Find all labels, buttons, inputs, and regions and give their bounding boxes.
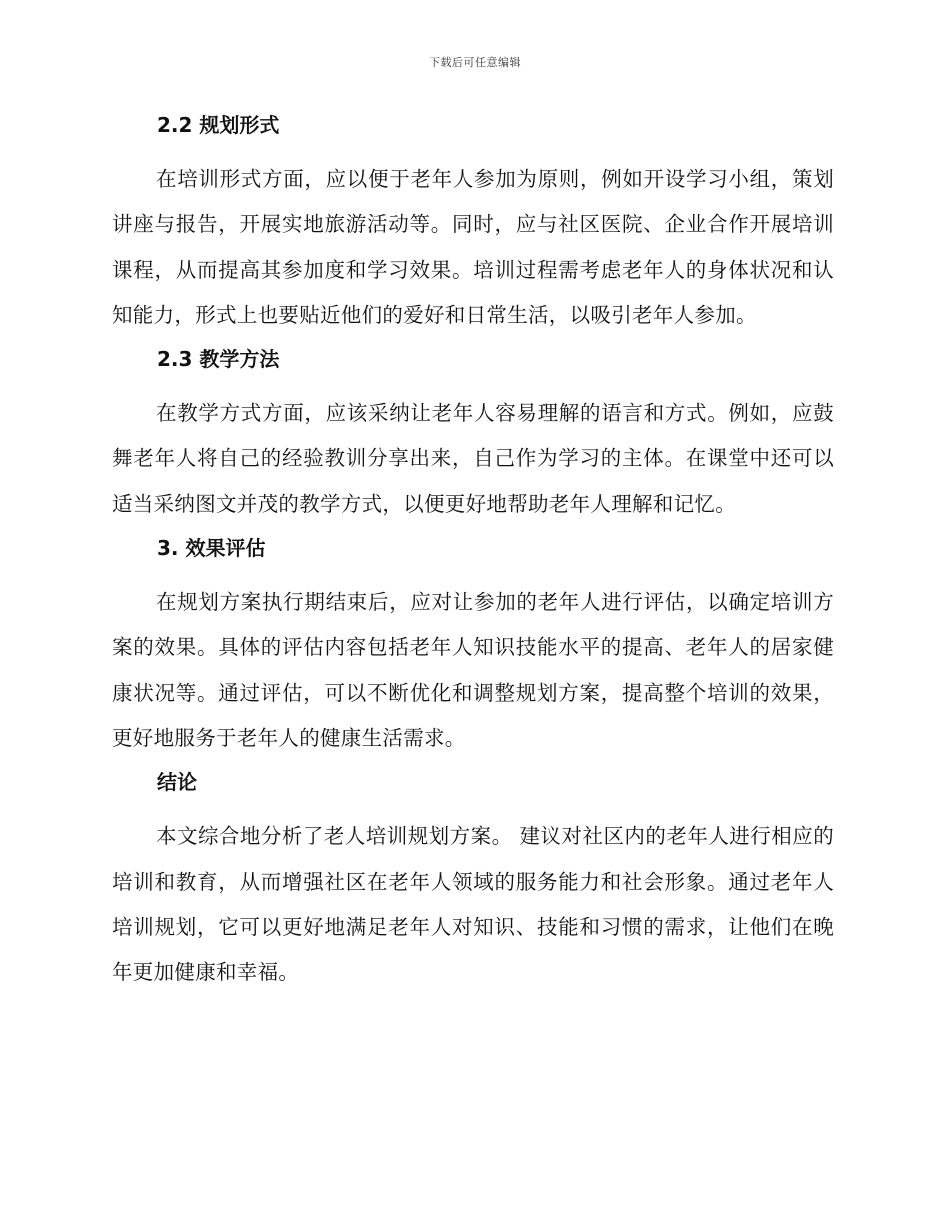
page-header: 下载后可任意编辑 xyxy=(429,56,521,69)
section-paragraph-effect-evaluation: 在规划方案执行期结束后，应对让参加的老年人进行评估，以确定培训方案的效果。具体的评估内容包括老年人知识技能水平的提高、老年人的居家健康状况等。通过评估，可以不断优化和调整规划方案，提高整个培训的效果，更好地服务于老年人的健康生活需求。 xyxy=(112,590,834,750)
section-heading-planning-form: 2.2 规划形式 xyxy=(157,113,280,137)
section-heading-effect-evaluation: 3. 效果评估 xyxy=(157,536,266,561)
document-body xyxy=(112,110,834,1001)
section-heading-teaching-method: 2.3 教学方法 xyxy=(157,347,280,372)
section-paragraph-planning-form: 在培训形式方面，应以便于老年人参加为原则，例如开设学习小组，策划讲座与报告，开展实地旅游活动等。同时，应与社区医院、企业合作开展培训课程，从而提高其参加度和学习效果。培训过程需考虑老年人的身体状况和认知能力，形式上也要贴近他们的爱好和日常生活，以吸引老年人参加。 xyxy=(112,167,834,327)
section-paragraph-conclusion: 本文综合地分析了老人培训规划方案。 建议对社区内的老年人进行相应的培训和教育，从而增强社区在老年人领域的服务能力和社会形象。通过老年人培训规划，它可以更好地满足老年人对知识、技能和习惯的需求，让他们在晚年更加健康和幸福。 xyxy=(112,824,834,985)
section-paragraph-teaching-method: 在教学方式方面，应该采纳让老年人容易理解的语言和方式。例如，应鼓舞老年人将自己的经验教训分享出来，自己作为学习的主体。在课堂中还可以适当采纳图文并茂的教学方式，以便更好地帮助老年人理解和记忆。 xyxy=(112,401,834,516)
section-heading-conclusion: 结论 xyxy=(157,770,197,795)
